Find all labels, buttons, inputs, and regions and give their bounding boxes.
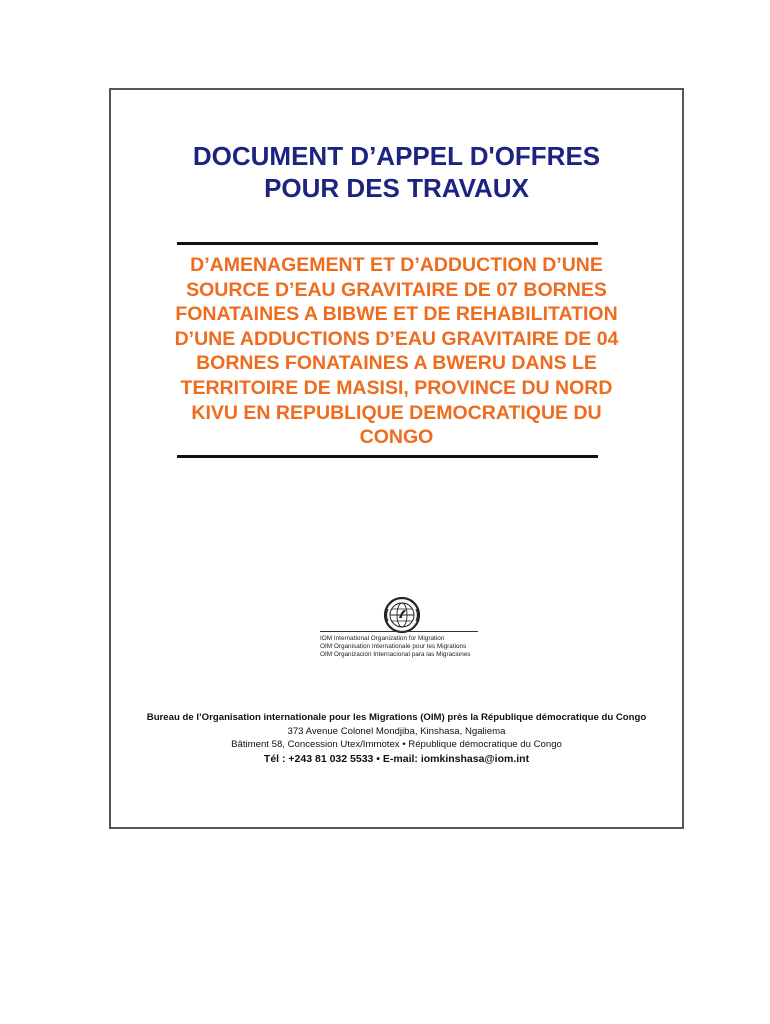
logo-line-fr: OIM Organisation Internationale pour les Migrations <box>320 643 467 651</box>
bottom-divider <box>177 455 598 458</box>
title-line-1: DOCUMENT D’APPEL D'OFFRES <box>192 141 601 171</box>
document-title <box>109 140 684 204</box>
subtitle-line: CONGO <box>359 426 434 449</box>
address-line: 373 Avenue Colonel Mondjiba, Kinshasa, Ngaliema <box>287 725 506 737</box>
logo-line-es: OIM Organización Internacional para las Migraciones <box>320 651 471 659</box>
top-divider <box>177 242 598 245</box>
building-line: Bâtiment 58, Concession Utex/Immotex • République démocratique du Congo <box>231 739 562 750</box>
project-description <box>115 253 678 450</box>
subtitle-line: BORNES FONATAINES A BWERU DANS LE <box>196 352 597 375</box>
subtitle-line: FONATAINES A BIBWE ET DE REHABILITATION <box>175 303 618 326</box>
subtitle-line: D’UNE ADDUCTIONS D’EAU GRAVITAIRE DE 04 <box>174 327 619 350</box>
subtitle-line: SOURCE D’EAU GRAVITAIRE DE 07 BORNES <box>186 278 607 301</box>
iom-logo <box>316 595 481 665</box>
title-line-2: POUR DES TRAVAUX <box>264 173 529 203</box>
subtitle-line: TERRITOIRE DE MASISI, PROVINCE DU NORD <box>180 376 613 399</box>
subtitle-line: KIVU EN REPUBLIQUE DEMOCRATIQUE DU <box>191 401 602 424</box>
office-name: Bureau de l’Organisation internationale pour les Migrations (OIM) près la République démocratique du Congo <box>146 712 647 723</box>
contact-footer <box>115 711 678 766</box>
logo-line-en: IOM International Organization for Migration <box>320 635 445 642</box>
iom-globe-emblem-icon <box>382 595 422 635</box>
subtitle-line: D’AMENAGEMENT ET D’ADDUCTION D’UNE <box>190 254 603 276</box>
logo-caption <box>320 635 485 660</box>
logo-divider <box>320 631 478 632</box>
contact-line: Tél : +243 81 032 5533 • E-mail: iomkinshasa@iom.int <box>263 752 530 765</box>
